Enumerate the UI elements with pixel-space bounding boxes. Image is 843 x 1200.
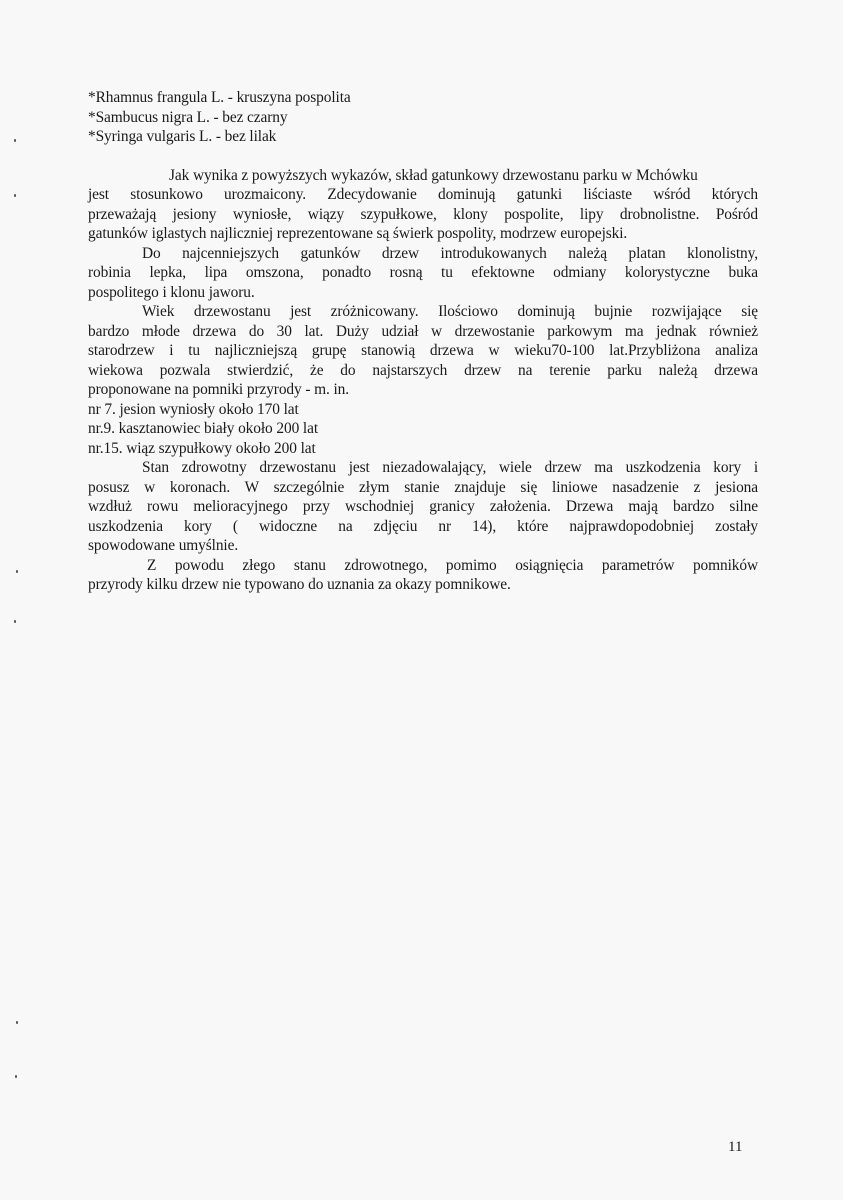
paragraph-line: przyrody kilku drzew nie typowano do uznania za okazy pomnikowe.: [88, 576, 511, 593]
scan-speck: [15, 1075, 17, 1078]
paragraph-line: robinia lepka, lipa omszona, ponadto rosną tu efektowne odmiany kolorystyczne buka: [88, 264, 758, 281]
paragraph-line: Stan zdrowotny drzewostanu jest niezadowalający, wiele drzew ma uszkodzenia kory i: [142, 459, 758, 476]
paragraph-line: starodrzew i tu najliczniejszą grupę stanowią drzewa w wieku70-100 lat.Przybliżona analiza: [88, 342, 758, 359]
species-list: [88, 88, 758, 147]
species-item: *Rhamnus frangula L. - kruszyna pospolita: [88, 89, 351, 106]
species-item: *Sambucus nigra L. - bez czarny: [88, 108, 288, 126]
paragraph-line: wiekowa pozwala stwierdzić, że do najstarszych drzew na terenie parku należą drzewa: [88, 361, 758, 379]
monument-list: [88, 400, 758, 459]
paragraph-line: przeważają jesiony wyniosłe, wiązy szypułkowe, klony pospolite, lipy drobnolistne. Pośród: [88, 205, 758, 223]
paragraph-conclusion: [88, 556, 758, 595]
paragraph-line: Wiek drzewostanu jest zróżnicowany. Ilościowo dominują bujnie rozwijające się: [142, 303, 758, 320]
paragraph-line: gatunków iglastych najliczniej reprezentowane są świerk pospolity, modrzew europejski.: [88, 225, 628, 242]
paragraph-stand-age: [88, 302, 758, 400]
paragraph-line: Z powodu złego stanu zdrowotnego, pomimo osiągnięcia parametrów pomników: [147, 556, 758, 574]
species-item: *Syringa vulgaris L. - bez lilak: [88, 128, 277, 145]
paragraph-species-composition: [88, 166, 758, 244]
paragraph-line: pospolitego i klonu jaworu.: [88, 283, 255, 301]
paragraph-line: Do najcenniejszych gatunków drzew introdukowanych należą platan klonolistny,: [142, 244, 758, 262]
monument-item: nr.15. wiąz szypułkowy około 200 lat: [88, 439, 316, 457]
paragraph-line: spowodowane umyślnie.: [88, 537, 239, 554]
monument-item: nr 7. jesion wyniosły około 170 lat: [88, 400, 299, 418]
paragraph-line: wzdłuż rowu melioracyjnego przy wschodniej granicy założenia. Drzewa mają bardzo silne: [88, 498, 758, 515]
paragraph-line: bardzo młode drzewa do 30 lat. Duży udział w drzewostanie parkowym ma jednak również: [88, 322, 758, 340]
blank-line: [88, 147, 758, 166]
paragraph-health-status: [88, 458, 758, 556]
scan-speck: [16, 570, 18, 573]
monument-item: nr.9. kasztanowiec biały około 200 lat: [88, 420, 318, 437]
scan-speck: [14, 620, 16, 623]
paragraph-introduced-species: [88, 244, 758, 303]
paragraph-line: posusz w koronach. W szczególnie złym stanie znajduje się liniowe nasadzenie z jesiona: [88, 478, 758, 496]
body-text: [88, 88, 758, 595]
page-number: 11: [728, 1139, 743, 1155]
paragraph-line: Jak wynika z powyższych wykazów, skład gatunkowy drzewostanu parku w Mchówku: [169, 166, 698, 184]
paragraph-line: jest stosunkowo urozmaicony. Zdecydowanie dominują gatunki liściaste wśród których: [88, 186, 758, 203]
scan-speck: [16, 1021, 18, 1024]
paragraph-line: proponowane na pomniki przyrody - m. in.: [88, 381, 350, 398]
paragraph-line: uszkodzenia kory ( widoczne na zdjęciu nr 14), które najprawdopodobniej zostały: [88, 517, 758, 535]
scan-speck: [14, 194, 16, 197]
scan-speck: [14, 139, 16, 142]
